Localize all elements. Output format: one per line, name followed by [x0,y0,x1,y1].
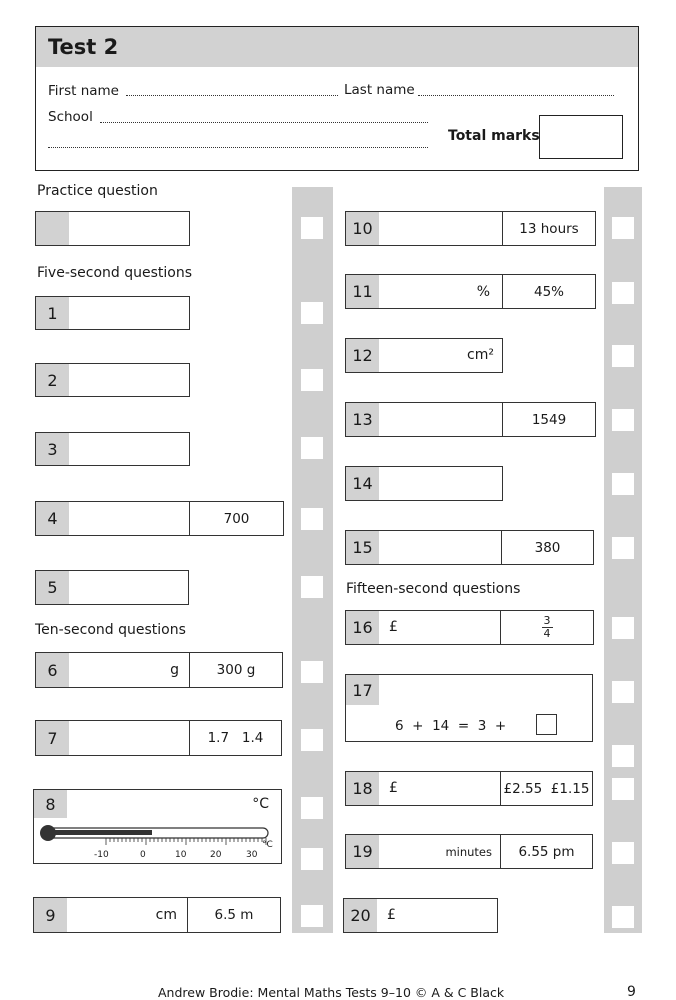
test-title: Test 2 [48,35,119,59]
mark-box-7[interactable] [301,729,323,751]
question-9-unit: cm [155,907,177,923]
tick-label: 30 [246,850,258,860]
question-5-box[interactable] [35,570,189,605]
thermometer-mercury [48,830,152,835]
mark-box-8b [301,848,323,870]
fraction-denominator: 4 [543,627,551,640]
question-17-equation: 6 + 14 = 3 + [395,718,507,734]
mark-box-16[interactable] [612,617,634,639]
question-9-box[interactable] [33,897,188,933]
question-13-given: 1549 [502,402,596,437]
question-19-given: 6.55 pm [500,834,593,869]
total-marks-box[interactable] [539,115,623,159]
question-11-box[interactable] [345,274,503,309]
question-6-box[interactable] [35,652,190,688]
question-4-given: 700 [189,501,284,536]
question-15-given: 380 [501,530,594,565]
school-field-line-2[interactable] [48,147,428,148]
question-18-box[interactable] [345,771,501,806]
question-12-box[interactable] [345,338,503,373]
question-number: 7 [36,721,69,755]
question-9-given: 6.5 m [187,897,281,933]
mark-box-3[interactable] [301,437,323,459]
question-19-box[interactable] [345,834,501,869]
school-field[interactable] [100,122,428,123]
question-number: 3 [36,433,69,465]
thermometer-scale [36,822,278,862]
question-16-unit: £ [389,619,398,635]
question-3-box[interactable] [35,432,190,466]
tick-label: 0 [140,850,146,860]
question-18-unit: £ [389,780,398,796]
mark-box-19[interactable] [612,842,634,864]
practice-question-box[interactable] [35,211,190,246]
mark-box-14[interactable] [612,473,634,495]
first-name-label: First name [48,83,119,99]
equation-answer-box[interactable] [536,714,557,735]
question-12-unit: cm² [467,347,494,363]
question-number: 9 [34,898,67,932]
question-number: 6 [36,653,69,687]
mark-box-11[interactable] [612,282,634,304]
question-16-given [500,610,594,645]
question-20-unit: £ [387,907,396,923]
question-number: 15 [346,531,379,564]
mark-box-9[interactable] [301,905,323,927]
mark-box-17[interactable] [612,681,634,703]
question-number: 10 [346,212,379,245]
last-name-field[interactable] [418,95,614,96]
question-number: 5 [36,571,69,604]
total-marks-label: Total marks [448,128,540,144]
question-number: 1 [36,297,69,329]
last-name-label: Last name [344,82,415,98]
question-number: 8 [34,790,67,818]
tick-label: 20 [210,850,222,860]
question-13-box[interactable] [345,402,503,437]
mark-box-5[interactable] [301,576,323,598]
question-10-box[interactable] [345,211,503,246]
mark-box-13[interactable] [612,409,634,431]
mark-box-1[interactable] [301,302,323,324]
title-bar [36,27,638,67]
question-7-box[interactable] [35,720,190,756]
mark-box-practice[interactable] [301,217,323,239]
question-number: 13 [346,403,379,436]
fraction-numerator: 3 [543,614,551,627]
tick-label: 10 [175,850,187,860]
question-6-unit: g [170,662,179,678]
question-number: 18 [346,772,379,805]
question-number: 17 [346,675,379,705]
mark-box-6[interactable] [301,661,323,683]
mark-box-15[interactable] [612,537,634,559]
question-10-given: 13 hours [502,211,596,246]
section-practice: Practice question [37,183,158,199]
question-15-box[interactable] [345,530,502,565]
question-number: 19 [346,835,379,868]
thermometer-ticks [106,838,266,845]
question-7-given: 1.7 1.4 [189,720,282,756]
question-4-box[interactable] [35,501,190,536]
footer-credit: Andrew Brodie: Mental Maths Tests 9–10 © A & C Black [158,985,505,1000]
question-8-box[interactable] [33,789,282,864]
question-number: 11 [346,275,379,308]
mark-box-8[interactable] [301,797,323,819]
mark-box-17b [612,745,634,767]
question-number: 2 [36,364,69,396]
question-18-given: £2.55 £1.15 [500,771,593,806]
mark-box-18[interactable] [612,778,634,800]
scale-unit: °C [262,840,273,850]
left-mark-strip [292,187,333,933]
question-16-box[interactable] [345,610,501,645]
question-19-unit: minutes [445,845,492,859]
section-ten-second: Ten-second questions [35,622,186,638]
first-name-field[interactable] [126,95,338,96]
question-2-box[interactable] [35,363,190,397]
question-14-box[interactable] [345,466,503,501]
mark-box-4[interactable] [301,508,323,530]
practice-number-cell [36,212,69,245]
school-label: School [48,109,93,125]
question-number: 20 [344,899,377,932]
question-number: 16 [346,611,379,644]
question-number: 4 [36,502,69,535]
page-number: 9 [627,984,636,1000]
mark-box-20[interactable] [612,906,634,928]
mark-box-2[interactable] [301,369,323,391]
name-header-box [35,26,639,171]
question-20-box[interactable] [343,898,498,933]
question-1-box[interactable] [35,296,190,330]
question-8-unit: °C [252,796,269,812]
section-five-second: Five-second questions [37,265,193,281]
mark-box-10[interactable] [612,217,634,239]
section-fifteen-second: Fifteen-second questions [346,581,521,597]
question-number: 14 [346,467,379,500]
question-6-given: 300 g [189,652,283,688]
question-number: 12 [346,339,379,372]
question-11-unit: % [476,284,490,300]
question-17-box[interactable] [345,674,593,742]
question-11-given: 45% [502,274,596,309]
tick-label: -10 [94,850,109,860]
mark-box-12[interactable] [612,345,634,367]
